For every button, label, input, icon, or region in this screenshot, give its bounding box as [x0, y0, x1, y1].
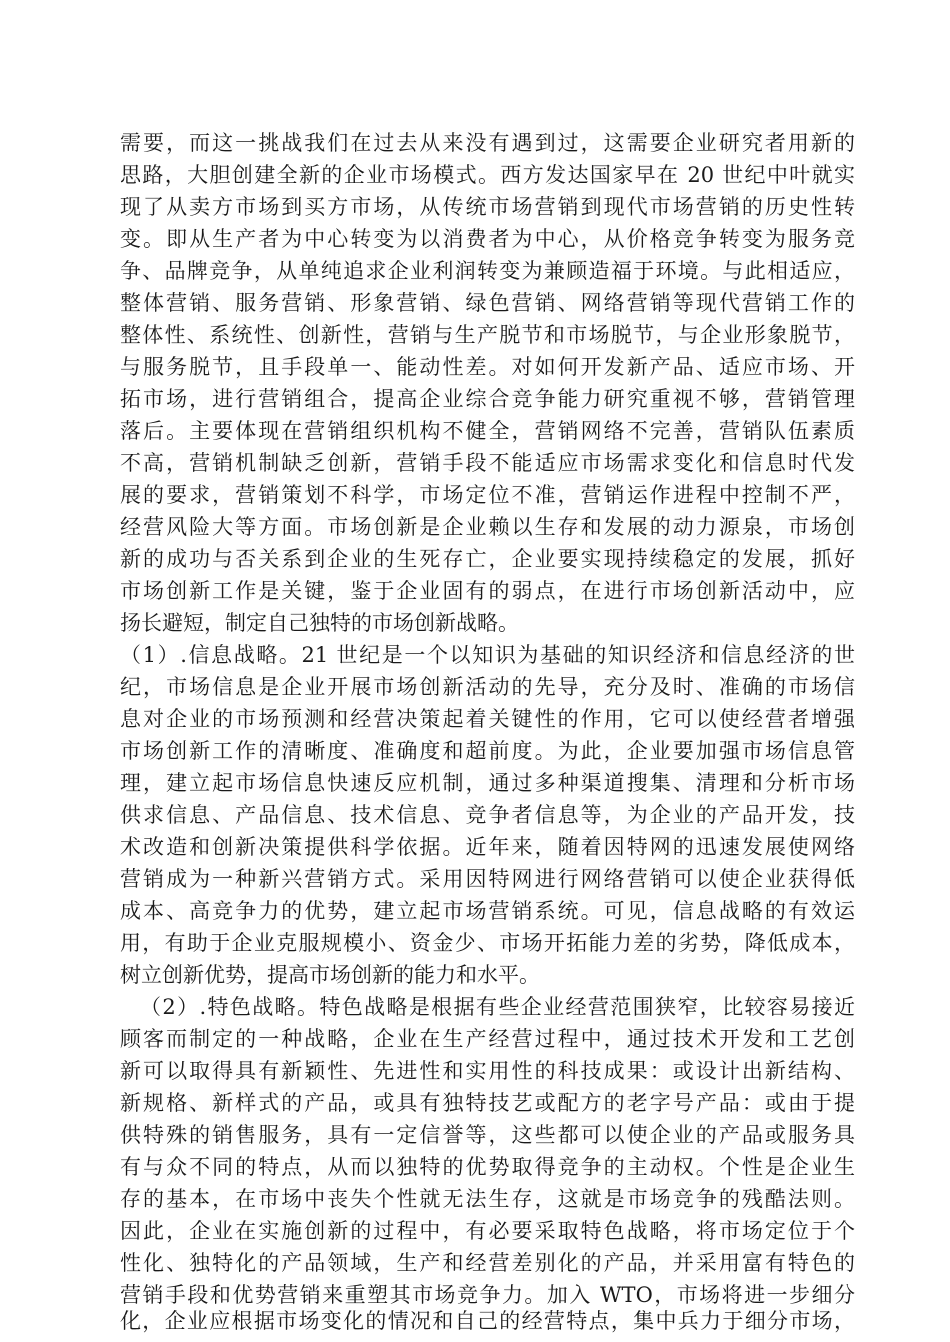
text-line: 展的要求，营销策划不科学，市场定位不准，营销运作进程中控制不严，: [120, 483, 855, 507]
text-line: 新的成功与否关系到企业的生死存亡，企业要实现持续稳定的发展，抓好: [120, 547, 855, 571]
text-line: 性化、独特化的产品领域，生产和经营差别化的产品，并采用富有特色的: [120, 1251, 855, 1275]
text-line: 用，有助于企业克服规模小、资金少、市场开拓能力差的劣势，降低成本，: [120, 931, 855, 955]
text-line: 营销成为一种新兴营销方式。采用因特网进行网络营销可以使企业获得低: [120, 867, 855, 891]
text-line: 拓市场，进行营销组合，提高企业综合竞争能力研究重视不够，营销管理: [120, 387, 855, 411]
text-line: 市场创新工作是关键，鉴于企业固有的弱点，在进行市场创新活动中，应: [120, 579, 855, 603]
text-line: 思路，大胆创建全新的企业市场模式。西方发达国家早在 20 世纪中叶就实: [120, 163, 855, 187]
text-line: 存的基本，在市场中丧失个性就无法生存，这就是市场竞争的残酷法则。: [120, 1187, 855, 1211]
text-line: 纪，市场信息是企业开展市场创新活动的先导，充分及时、准确的市场信: [120, 675, 855, 699]
text-line: 因此，企业在实施创新的过程中，有必要采取特色战略，将市场定位于个: [120, 1219, 855, 1243]
text-line: 树立创新优势，提高市场创新的能力和水平。: [120, 963, 540, 987]
text-line: 现了从卖方市场到买方市场，从传统市场营销到现代市场营销的历史性转: [120, 195, 855, 219]
text-line: 术改造和创新决策提供科学依据。近年来，随着因特网的迅速发展使网络: [120, 835, 855, 859]
text-line: 市场创新工作的清晰度、准确度和超前度。为此，企业要加强市场信息管: [120, 739, 855, 763]
text-line: 新可以取得具有新颖性、先进性和实用性的科技成果：或设计出新结构、: [120, 1059, 855, 1083]
text-line: 成本、高竞争力的优势，建立起市场营销系统。可见，信息战略的有效运: [120, 899, 855, 923]
text-line: 新规格、新样式的产品，或具有独特技艺或配方的老字号产品：或由于提: [120, 1091, 855, 1115]
text-line: 化，企业应根据市场变化的情况和自己的经营特点，集中兵力于细分市场，: [120, 1309, 855, 1333]
text-line: 整体性、系统性、创新性，营销与生产脱节和市场脱节，与企业形象脱节，: [120, 323, 855, 347]
text-line: 与服务脱节，且手段单一、能动性差。对如何开发新产品、适应市场、开: [120, 355, 855, 379]
text-line: 理，建立起市场信息快速反应机制，通过多种渠道搜集、清理和分析市场: [120, 771, 855, 795]
text-line: 顾客而制定的一种战略，企业在生产经营过程中，通过技术开发和工艺创: [120, 1027, 855, 1051]
text-line: 扬长避短，制定自己独特的市场创新战略。: [120, 611, 519, 635]
text-line: 息对企业的市场预测和经营决策起着关键性的作用，它可以使经营者增强: [120, 707, 855, 731]
text-line: 争、品牌竞争，从单纯追求企业利润转变为兼顾造福于环境。与此相适应，: [120, 259, 855, 283]
text-line: 有与众不同的特点，从而以独特的优势取得竞争的主动权。个性是企业生: [120, 1155, 855, 1179]
text-line: 变。即从生产者为中心转变为以消费者为中心，从价格竞争转变为服务竞: [120, 227, 855, 251]
text-line: 营销手段和优势营销来重塑其市场竞争力。加入 WTO，市场将进一步细分: [120, 1283, 855, 1307]
text-line: 落后。主要体现在营销组织机构不健全，营销网络不完善，营销队伍素质: [120, 419, 855, 443]
section-heading-line: （1）.信息战略。21 世纪是一个以知识为基础的知识经济和信息经济的世: [120, 643, 855, 667]
text-line: 供特殊的销售服务，具有一定信誉等，这些都可以使企业的产品或服务具: [120, 1123, 855, 1147]
text-line: 不高，营销机制缺乏创新，营销手段不能适应市场需求变化和信息时代发: [120, 451, 855, 475]
section-heading-line: （2）.特色战略。特色战略是根据有些企业经营范围狭窄，比较容易接近: [140, 995, 855, 1019]
text-line: 供求信息、产品信息、技术信息、竞争者信息等，为企业的产品开发，技: [120, 803, 855, 827]
text-line: 需要，而这一挑战我们在过去从来没有遇到过，这需要企业研究者用新的: [120, 131, 855, 155]
text-line: 整体营销、服务营销、形象营销、绿色营销、网络营销等现代营销工作的: [120, 291, 855, 315]
text-line: 经营风险大等方面。市场创新是企业赖以生存和发展的动力源泉，市场创: [120, 515, 855, 539]
